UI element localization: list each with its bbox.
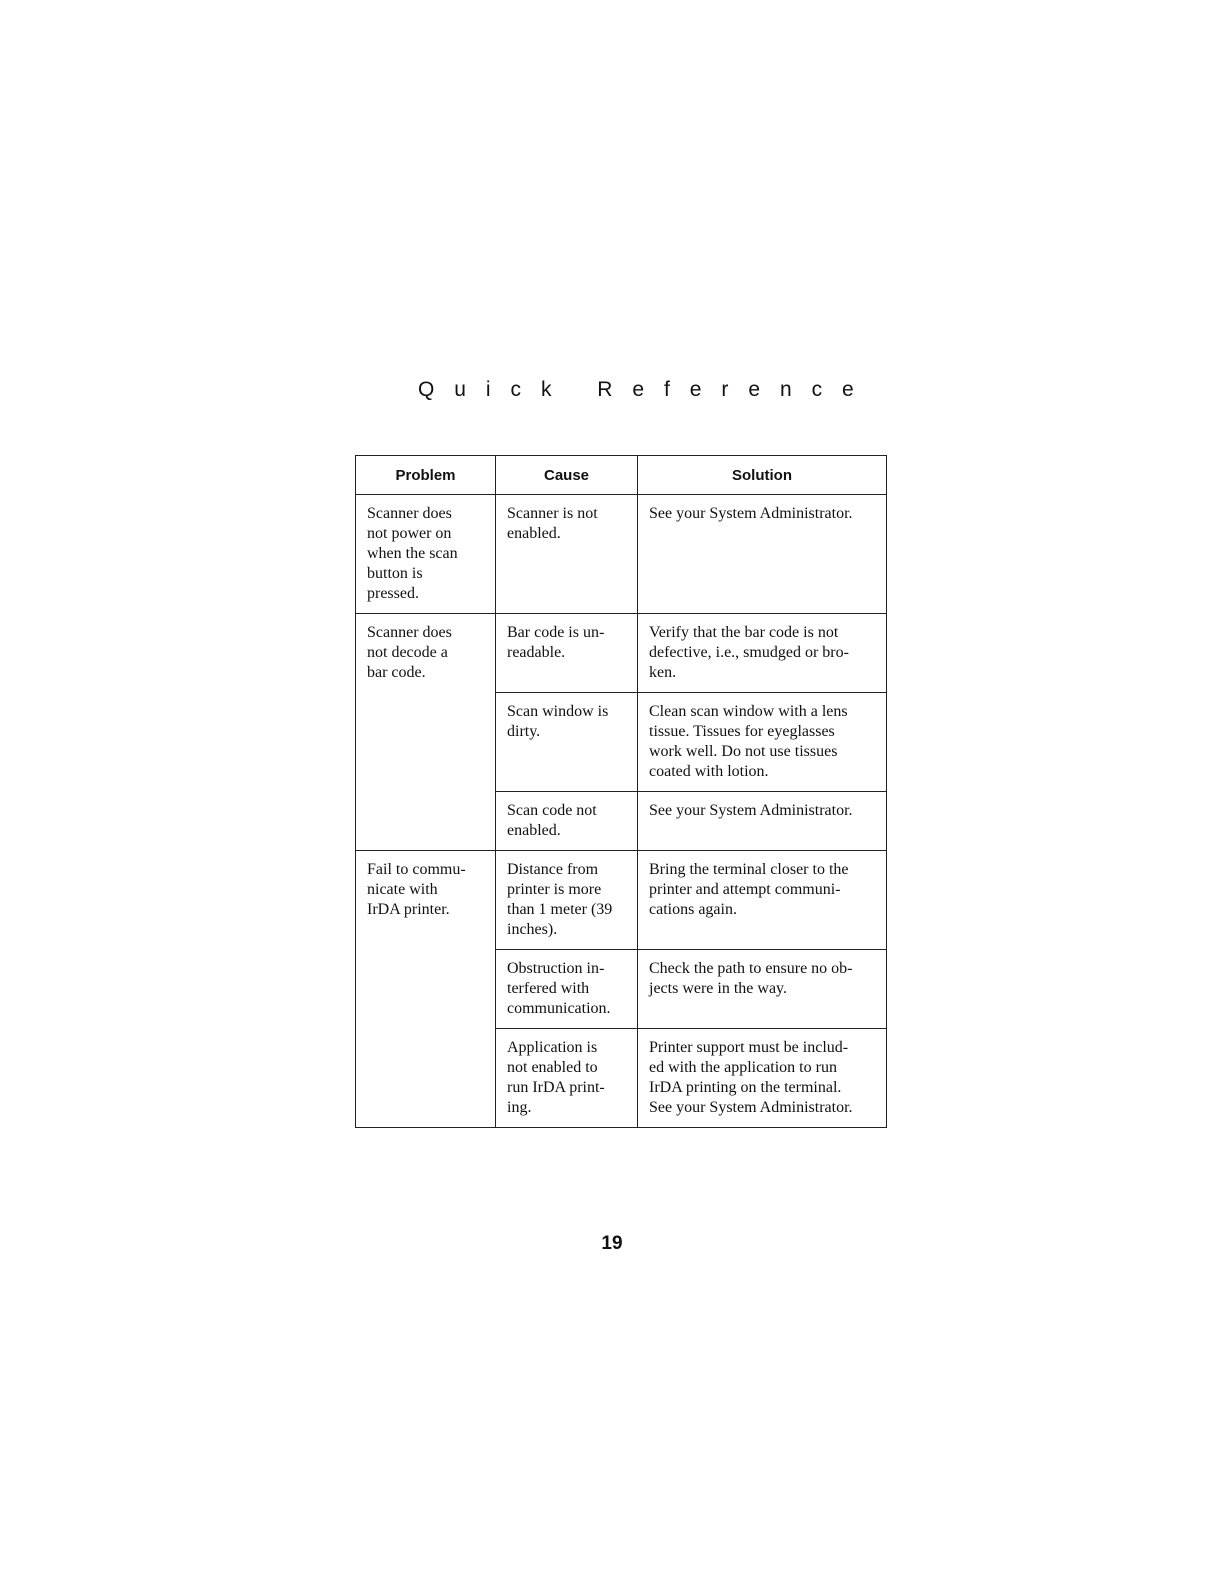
solution-text: See your System Administrator. [649,802,853,819]
cause-cell [496,792,638,851]
solution-cell [638,950,887,1029]
solution-text: Printer support must be includ- ed with the application to run IrDA printing on the terminal. See your System Administrator. [649,1039,853,1116]
page-number: 19 [601,1233,623,1254]
troubleshooting-table [355,455,887,1128]
problem-cell [356,495,496,614]
running-head: Quick Reference [418,378,874,401]
header-cause: Cause [496,456,638,495]
cause-cell [496,1029,638,1128]
cause-text: Scan code not enabled. [507,802,597,839]
solution-text: Verify that the bar code is not defective, i.e., smudged or bro- ken. [649,624,849,681]
cause-cell [496,950,638,1029]
cause-cell [496,693,638,792]
cause-text: Obstruction in- terfered with communication. [507,960,611,1017]
solution-cell [638,614,887,693]
solution-text: See your System Administrator. [649,505,853,522]
table-row [356,614,887,693]
cause-text: Application is not enabled to run IrDA print- ing. [507,1039,605,1116]
cause-cell [496,495,638,614]
cause-text: Bar code is un- readable. [507,624,605,661]
header-problem: Problem [356,456,496,495]
solution-text: Clean scan window with a lens tissue. Tissues for eyeglasses work well. Do not use tissues coated with lotion. [649,703,848,780]
solution-cell [638,1029,887,1128]
table-header-row [356,456,887,495]
solution-text: Bring the terminal closer to the printer and attempt communi- cations again. [649,861,849,918]
header-solution: Solution [638,456,887,495]
problem-cell [356,614,496,851]
problem-text: Fail to commu- nicate with IrDA printer. [367,861,466,918]
solution-cell [638,495,887,614]
table-row [356,495,887,614]
solution-cell [638,693,887,792]
solution-cell [638,851,887,950]
cause-cell [496,851,638,950]
cause-cell [496,614,638,693]
solution-cell [638,792,887,851]
problem-cell [356,851,496,1128]
cause-text: Scan window is dirty. [507,703,609,740]
problem-text: Scanner does not power on when the scan button is pressed. [367,505,458,602]
table-row [356,851,887,950]
problem-text: Scanner does not decode a bar code. [367,624,452,681]
cause-text: Scanner is not enabled. [507,505,598,542]
solution-text: Check the path to ensure no ob- jects were in the way. [649,960,853,997]
cause-text: Distance from printer is more than 1 meter (39 inches). [507,861,613,938]
